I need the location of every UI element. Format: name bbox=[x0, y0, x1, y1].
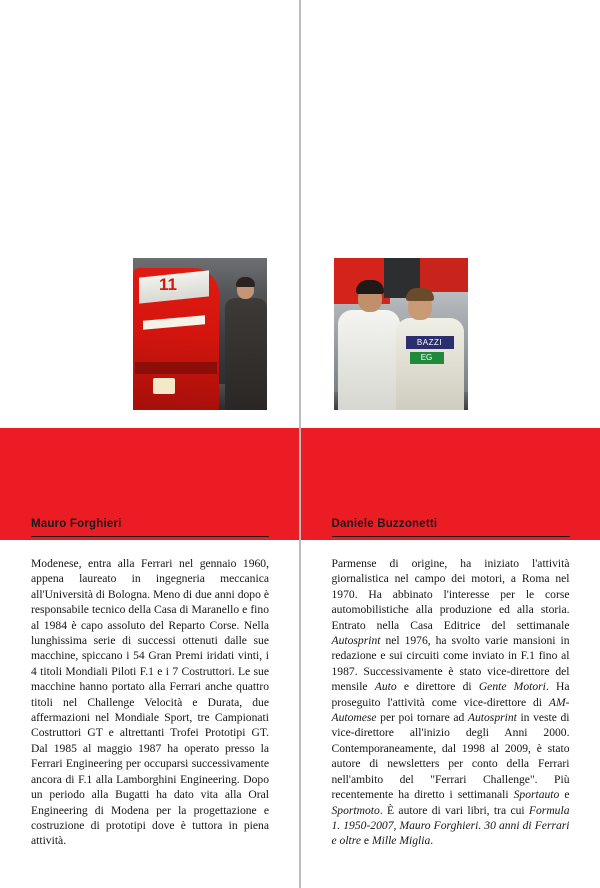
italic-title: Sportauto bbox=[513, 788, 560, 802]
sponsor-badge-2: EG bbox=[410, 352, 444, 364]
italic-title: AM-Automese bbox=[331, 695, 570, 725]
text-run: . bbox=[430, 834, 434, 848]
italic-title: Sportmoto bbox=[331, 803, 380, 817]
person-a-body bbox=[338, 310, 400, 410]
car-sponsor-panel bbox=[153, 378, 175, 394]
text-run: per poi tornare ad bbox=[376, 711, 468, 725]
italic-title: Auto bbox=[374, 680, 397, 694]
text-run: nel 1976, ha svolto varie mansioni in redazione e sui circuiti come inviato in F.1 fino al 1987. Successivamente è stato vice-direttore del mensile bbox=[331, 634, 570, 694]
photo-red-block-2 bbox=[420, 258, 468, 292]
italic-title: Autosprint bbox=[467, 711, 517, 725]
text-run: in veste di vice-direttore all'inizio degli Anni 2000. Contemporaneamente, dal 1998 al 2009, è stato autore di newsletters per conto della Ferrari nell'ambito del "Ferrari Challenge". Più recentemente ha diretto i settimanali bbox=[331, 711, 570, 802]
right-photo bbox=[334, 258, 468, 410]
page-gutter-divider bbox=[299, 0, 301, 888]
italic-title: Formula 1. 1950-2007, Mauro Forghieri. 30 anni di Ferrari e oltre bbox=[331, 803, 570, 848]
sponsor-badge-1: BAZZI bbox=[406, 336, 454, 349]
right-author-name: Daniele Buzzonetti bbox=[331, 518, 438, 530]
car-number-label: 11 bbox=[159, 275, 177, 294]
person-b-hair bbox=[406, 288, 434, 301]
person-hair bbox=[236, 277, 255, 287]
italic-title: Autosprint bbox=[331, 634, 381, 648]
right-page bbox=[301, 0, 600, 888]
text-run: . Ha proseguito l'attività come vice-direttore di bbox=[331, 680, 570, 709]
car-rear-wing bbox=[135, 362, 217, 374]
right-author-rule bbox=[332, 536, 570, 537]
left-author-rule bbox=[31, 536, 269, 537]
right-biography-text bbox=[332, 556, 570, 849]
person-a-hair bbox=[356, 280, 384, 294]
left-biography-text: Modenese, entra alla Ferrari nel gennaio 1960, appena laureato in ingegneria meccanica all'Università di Bologna. Meno di due anni dopo è responsabile tecnico della Casa di Maranello e fino al 1984 è capo assoluto del Reparto Corse. Nella lunghissima serie di successi ottenuti dalle sue macchine, spiccano i 54 Gran Premi iridati vinti, i 4 titoli Mondiali Piloti F.1 e i 7 Costruttori. Le sue macchine hanno portato alla Ferrari anche quattro titoli nel Challenge Velocità e Durata, due affermazioni nel Mondiale Sport, tre Campionati Costruttori GT e altrettanti Trofei Prototipi GT. Dal 1985 al maggio 1987 ha operato presso la Ferrari Engineering per occuparsi successivamente ancora di F.1 alla Lamborghini Engineering. Dopo un periodo alla Bugatti ha dato vita alla Oral Engineering di Modena per la progettazione e costruzione di prototipi dove è tuttora in piena attività. bbox=[31, 557, 269, 848]
text-run: e direttore di bbox=[396, 680, 479, 694]
text-run: Parmense di origine, ha iniziato l'attività giornalistica nel campo dei motori, a Roma nel 1970. Ha abbinato l'interesse per le corse automobilistiche alla produzione ed alla storia. Entrato nella Casa Editrice del settimanale bbox=[331, 557, 570, 632]
italic-title: Gente Motori bbox=[478, 680, 546, 694]
text-run: e bbox=[559, 788, 570, 802]
text-run: e bbox=[361, 834, 372, 848]
left-author-name: Mauro Forghieri bbox=[31, 518, 122, 530]
text-run: . È autore di vari libri, tra cui bbox=[379, 803, 529, 817]
left-photo bbox=[133, 258, 267, 410]
person-b-body bbox=[396, 318, 464, 410]
person-body bbox=[225, 298, 267, 410]
italic-title: Mille Miglia bbox=[371, 834, 431, 848]
